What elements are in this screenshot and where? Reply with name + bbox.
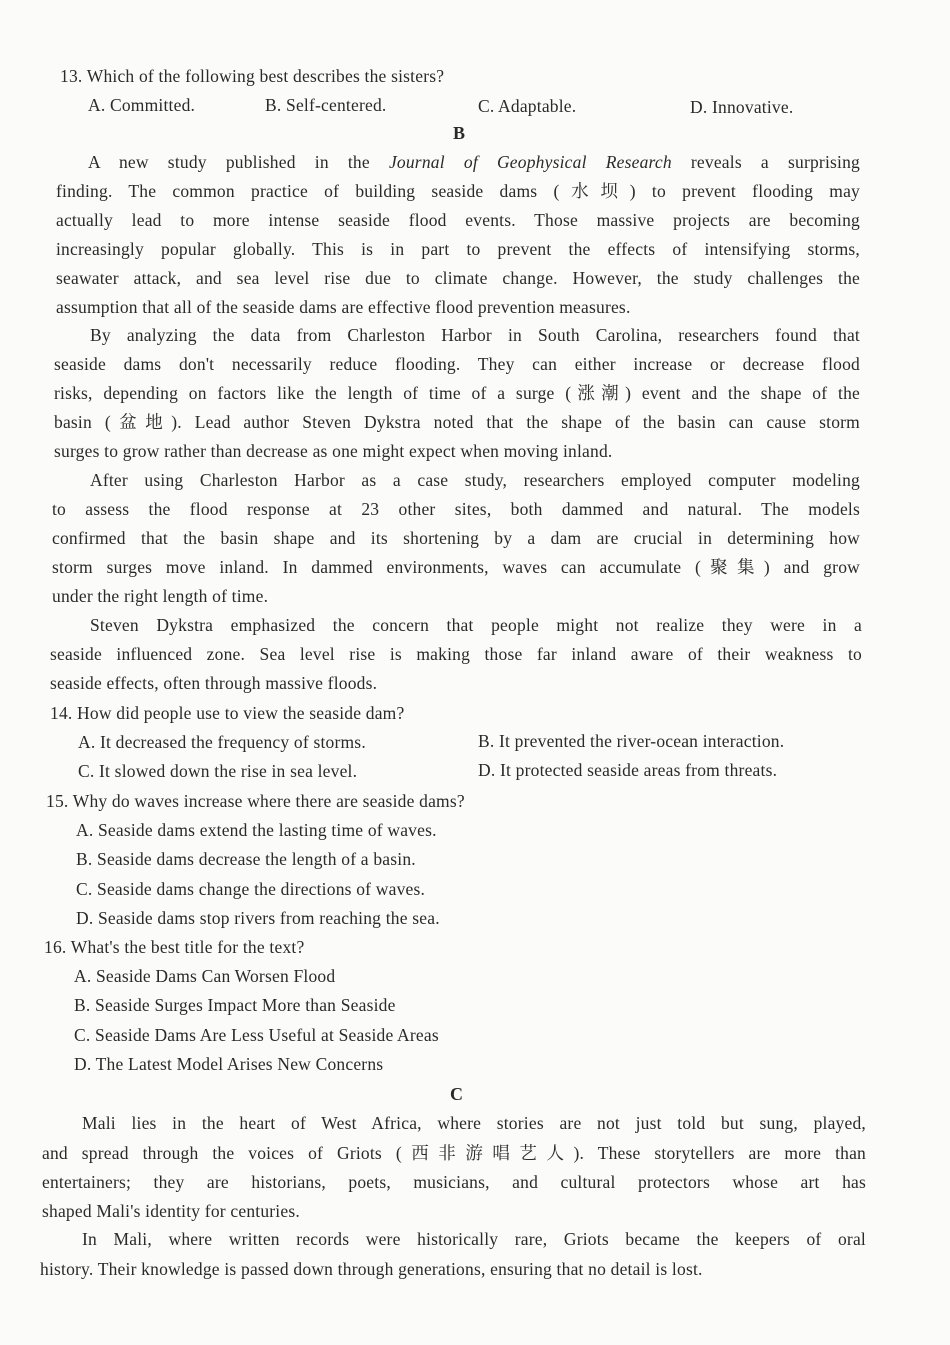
q14-option-a: A. It decreased the frequency of storms. bbox=[78, 732, 366, 752]
passage-b-p2-line1: By analyzing the data from Charleston Harbor in South Carolina, researchers found that bbox=[90, 325, 860, 345]
passage-b-p1-line5: seawater attack, and sea level rise due to climate change. However, the study challenges the bbox=[56, 268, 860, 288]
q14-option-c: C. It slowed down the rise in sea level. bbox=[78, 761, 358, 781]
q15-option-d: D. Seaside dams stop rivers from reaching the sea. bbox=[76, 908, 440, 928]
q16-option-b: B. Seaside Surges Impact More than Seaside bbox=[74, 995, 396, 1015]
passage-b-p2-line2: seaside dams don't necessarily reduce flooding. They can either increase or decrease flood bbox=[54, 354, 860, 374]
passage-c-p1-line1: Mali lies in the heart of West Africa, where stories are not just told but sung, played, bbox=[82, 1113, 866, 1133]
passage-c-p1-line2: and spread through the voices of Griots (西非游唱艺人). These storytellers are more than bbox=[42, 1143, 866, 1163]
q13-option-c: C. Adaptable. bbox=[478, 96, 577, 116]
passage-b-p3-line2: to assess the flood response at 23 other sites, both dammed and natural. The models bbox=[52, 499, 860, 519]
passage-b-p3-line3: confirmed that the basin shape and its shortening by a dam are crucial in determining how bbox=[52, 528, 860, 548]
passage-b-p3-line4: storm surges move inland. In dammed environments, waves can accumulate (聚集) and grow bbox=[52, 557, 860, 577]
passage-b-p1-line2: finding. The common practice of building seaside dams (水坝) to prevent flooding may bbox=[56, 181, 860, 201]
passage-b-p2-line5: surges to grow rather than decrease as one might expect when moving inland. bbox=[54, 441, 613, 461]
passage-c-p2-line2: history. Their knowledge is passed down through generations, ensuring that no detail is lost. bbox=[40, 1259, 703, 1279]
passage-c-p1-line3: entertainers; they are historians, poets, musicians, and cultural protectors whose art has bbox=[42, 1172, 866, 1192]
q13-option-a: A. Committed. bbox=[88, 95, 196, 115]
q15-option-b: B. Seaside dams decrease the length of a basin. bbox=[76, 849, 416, 869]
passage-c-heading: C bbox=[450, 1084, 464, 1104]
passage-b-p2-line3: risks, depending on factors like the length of time of a surge (涨潮) event and the shape of the bbox=[54, 383, 860, 403]
q15-option-a: A. Seaside dams extend the lasting time of waves. bbox=[76, 820, 437, 840]
q14-stem: 14. How did people use to view the seaside dam? bbox=[50, 703, 405, 723]
q13-option-b: B. Self-centered. bbox=[265, 95, 387, 115]
q16-stem: 16. What's the best title for the text? bbox=[44, 937, 305, 957]
q16-option-d: D. The Latest Model Arises New Concerns bbox=[74, 1054, 384, 1074]
q15-option-c: C. Seaside dams change the directions of waves. bbox=[76, 879, 426, 899]
passage-b-p4-line3: seaside effects, often through massive floods. bbox=[50, 673, 378, 693]
q16-option-c: C. Seaside Dams Are Less Useful at Seaside Areas bbox=[74, 1025, 439, 1045]
q15-stem: 15. Why do waves increase where there are seaside dams? bbox=[46, 791, 465, 811]
passage-b-p2-line4: basin (盆地). Lead author Steven Dykstra noted that the shape of the basin can cause storm bbox=[54, 412, 860, 432]
passage-b-p3-line1: After using Charleston Harbor as a case study, researchers employed computer modeling bbox=[90, 470, 860, 490]
passage-b-p4-line2: seaside influenced zone. Sea level rise is making those far inland aware of their weakness to bbox=[50, 644, 862, 664]
passage-b-p4-line1: Steven Dykstra emphasized the concern that people might not realize they were in a bbox=[90, 615, 862, 635]
q14-option-d: D. It protected seaside areas from threats. bbox=[478, 760, 778, 780]
passage-c-p2-line1: In Mali, where written records were historically rare, Griots became the keepers of oral bbox=[82, 1229, 866, 1249]
q16-option-a: A. Seaside Dams Can Worsen Flood bbox=[74, 966, 336, 986]
passage-b-p1-line4: increasingly popular globally. This is in part to prevent the effects of intensifying storms, bbox=[56, 239, 860, 259]
passage-b-heading: B bbox=[453, 123, 466, 143]
q13-option-d: D. Innovative. bbox=[690, 97, 794, 117]
passage-c-p1-line4: shaped Mali's identity for centuries. bbox=[42, 1201, 300, 1221]
q14-option-b: B. It prevented the river-ocean interaction. bbox=[478, 731, 785, 751]
passage-b-p3-line5: under the right length of time. bbox=[52, 586, 269, 606]
q13-stem: 13. Which of the following best describes the sisters? bbox=[60, 66, 445, 86]
passage-b-p1-line3: actually lead to more intense seaside flood events. Those massive projects are becoming bbox=[56, 210, 860, 230]
passage-b-p1-line6: assumption that all of the seaside dams are effective flood prevention measures. bbox=[56, 297, 631, 317]
passage-b-p1-line1: A new study published in the Journal of Geophysical Research reveals a surprising bbox=[88, 152, 860, 172]
